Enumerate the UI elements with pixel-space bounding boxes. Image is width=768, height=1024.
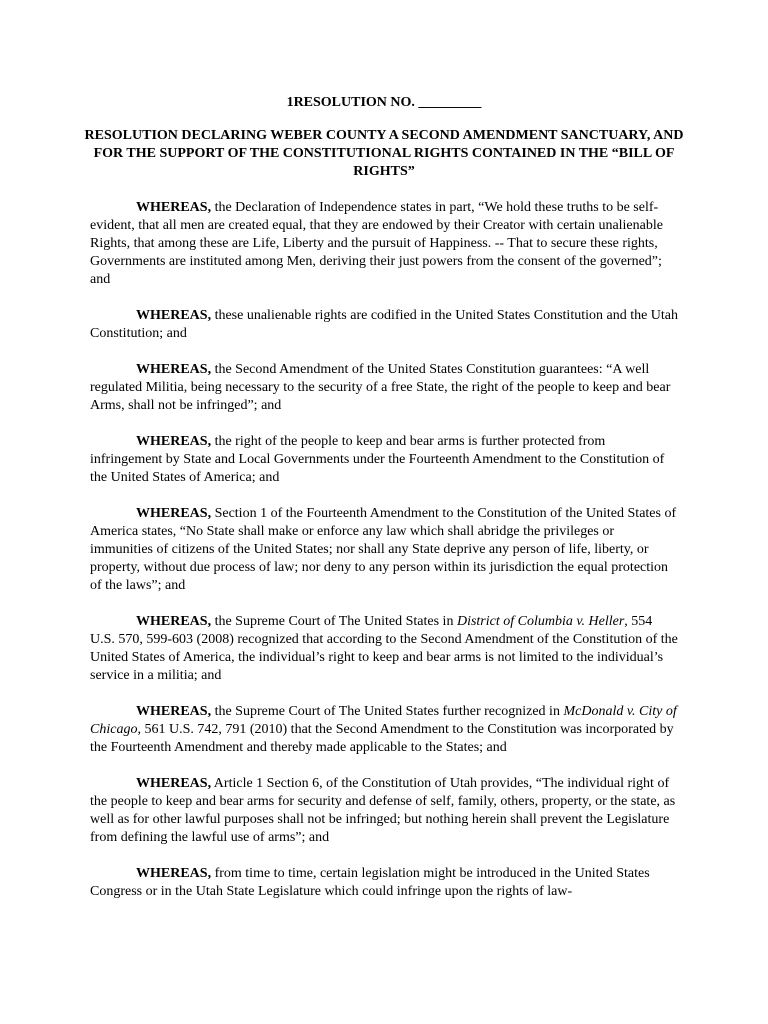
whereas-paragraph-utah-constitution: [90, 775, 680, 847]
whereas-lead: WHEREAS,: [136, 362, 212, 377]
paragraph-text: these unalienable rights are codified in the United States Constitution and the Utah Constitution; and: [90, 308, 679, 341]
whereas-lead: WHEREAS,: [136, 614, 212, 629]
resolution-number: 1RESOLUTION NO. _________: [286, 95, 482, 110]
case-citation-heller: District of Columbia v. Heller: [456, 614, 625, 629]
paragraph-text: the Supreme Court of The United States further recognized in: [211, 704, 564, 719]
whereas-lead: WHEREAS,: [136, 506, 212, 521]
whereas-paragraph-legislation: [90, 865, 680, 901]
paragraph-text: Section 1 of the Fourteenth Amendment to the Constitution of the United States of America states, “No State shall make or enforce any law which shall abridge the privileges or immunities of citizens of the United States; nor shall any State deprive any person of life, liberty, or property, without due process of law; nor deny to any person within its jurisdiction the equal protection of the laws”; and: [90, 506, 677, 593]
whereas-paragraph-mcdonald: [90, 703, 680, 757]
paragraph-text: the Second Amendment of the United States Constitution guarantees: “A well regulated Militia, being necessary to the security of a free State, the right of the people to keep and bear Arms, shall not be infringed”; and: [90, 362, 671, 413]
paragraph-text: , 554 U.S. 570, 599-603 (2008) recognized that according to the Second Amendment of the Constitution of the United States of America, the individual’s right to keep and bear arms is not limited to the individual’s service in a militia; and: [90, 614, 678, 683]
whereas-paragraph-fourteenth-section1: [90, 505, 680, 595]
whereas-lead: WHEREAS,: [136, 308, 212, 323]
case-citation-mcdonald: McDonald v. City of Chicago: [90, 704, 677, 737]
whereas-lead: WHEREAS,: [136, 434, 212, 449]
paragraph-text: the Supreme Court of The United States in: [211, 614, 457, 629]
whereas-paragraph-codified: [90, 307, 680, 343]
whereas-lead: WHEREAS,: [136, 776, 212, 791]
paragraph-text: the Declaration of Independence states in part, “We hold these truths to be self-evident, that all men are created equal, that they are endowed by their Creator with certain unalienable Rights, that among these are Life, Liberty and the pursuit of Happiness. -- That to secure these rights, Governments are instituted among Men, deriving their just powers from the consent of the governed”; and: [90, 200, 663, 287]
paragraph-text: , 561 U.S. 742, 791 (2010) that the Second Amendment to the Constitution was incorporated by the Fourteenth Amendment and thereby made applicable to the States; and: [90, 722, 674, 755]
resolution-body: [90, 199, 680, 919]
whereas-lead: WHEREAS,: [136, 704, 212, 719]
paragraph-text: the right of the people to keep and bear arms is further protected from infringement by State and Local Governments under the Fourteenth Amendment to the Constitution of the United States of America; and: [90, 434, 665, 485]
whereas-lead: WHEREAS,: [136, 200, 212, 215]
whereas-paragraph-second-amendment: [90, 361, 680, 415]
whereas-lead: WHEREAS,: [136, 866, 212, 881]
whereas-paragraph-declaration: [90, 199, 680, 289]
whereas-paragraph-fourteenth-protection: [90, 433, 680, 487]
resolution-title: RESOLUTION DECLARING WEBER COUNTY A SECOND AMENDMENT SANCTUARY, AND FOR THE SUPPORT OF THE CONSTITUTIONAL RIGHTS CONTAINED IN THE “BILL OF RIGHTS”: [84, 128, 684, 179]
paragraph-text: from time to time, certain legislation might be introduced in the United States Congress or in the Utah State Legislature which could infringe upon the rights of law-: [90, 866, 650, 899]
whereas-paragraph-heller: [90, 613, 680, 685]
paragraph-text: Article 1 Section 6, of the Constitution of Utah provides, “The individual right of the people to keep and bear arms for security and defense of self, family, others, property, or the state, as well as for other lawful purposes shall not be infringed; but nothing herein shall prevent the Legislature from defining the lawful use of arms”; and: [90, 776, 676, 845]
